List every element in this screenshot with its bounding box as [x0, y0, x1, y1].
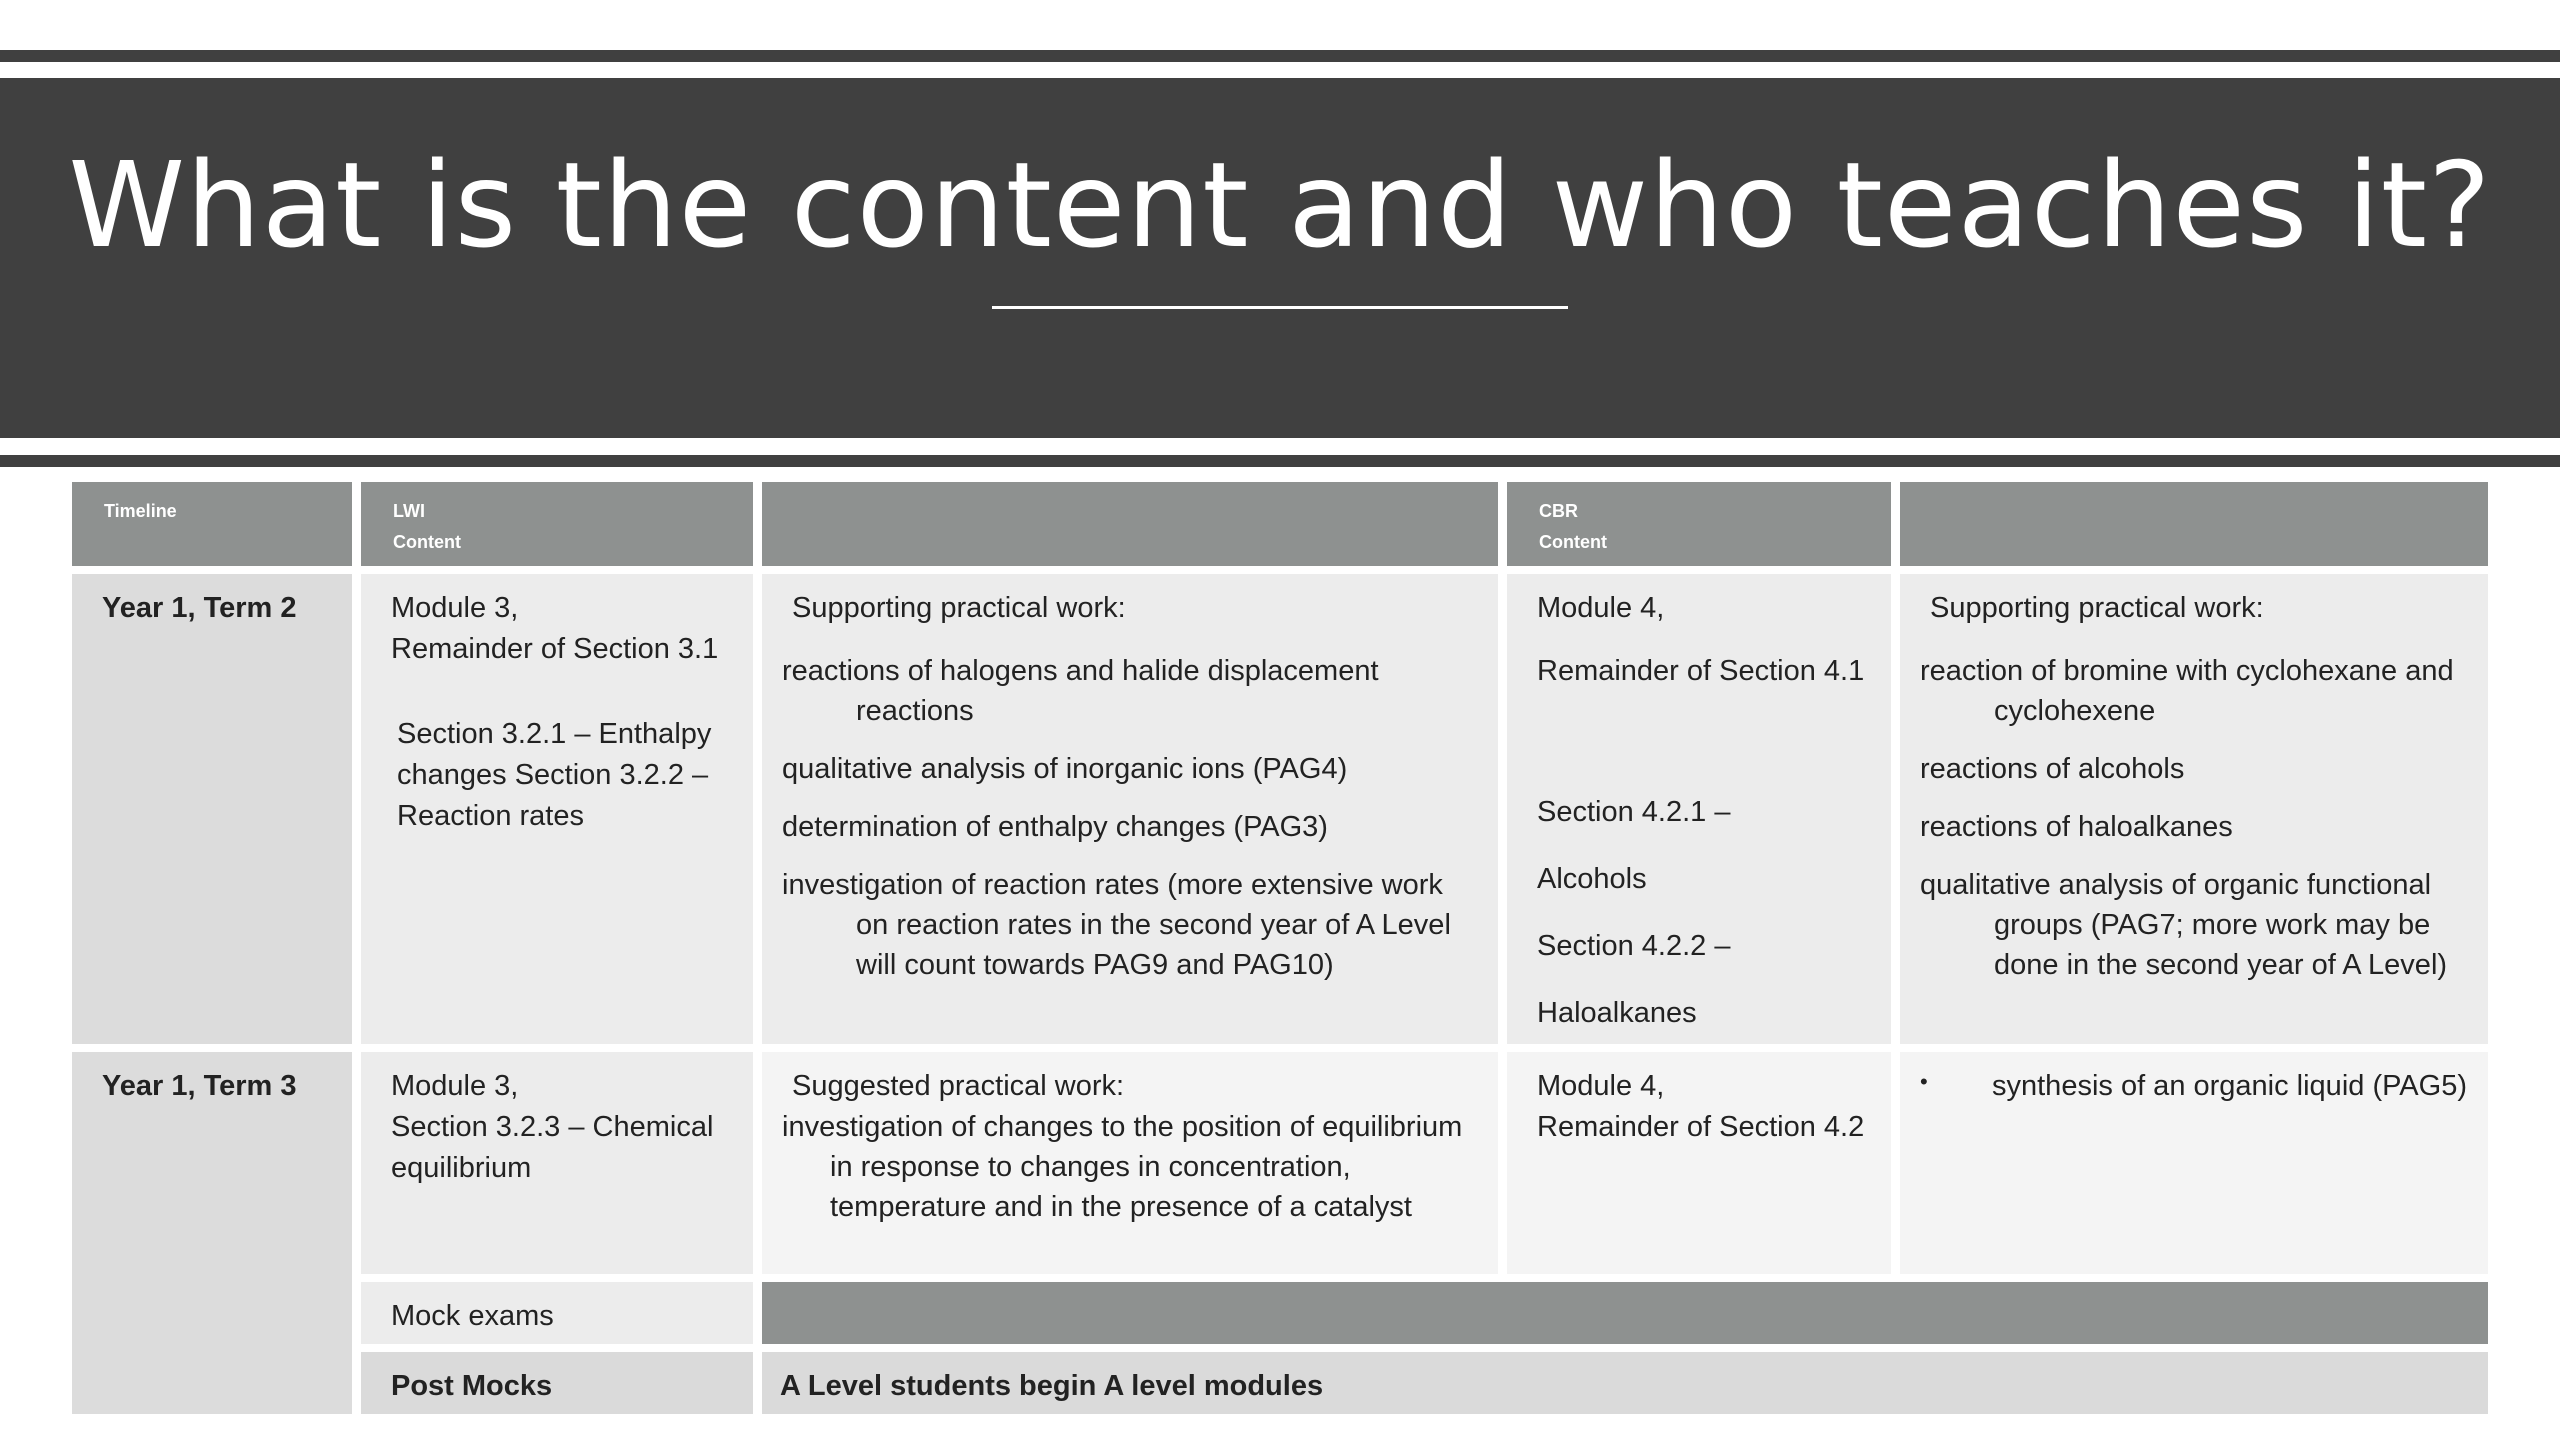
term2-cbr-section: Remainder of Section 4.1 — [1537, 655, 1865, 687]
term2-lwi-module: Module 3, — [391, 592, 519, 624]
term3-cbr-content — [1507, 1052, 1891, 1274]
post-mocks-note: A Level students begin A level modules — [780, 1370, 1324, 1402]
top-rule — [0, 50, 2560, 62]
term3-cbr-section: Remainder of Section 4.2 — [1537, 1111, 1865, 1143]
mock-exams-cell — [361, 1282, 753, 1344]
term2-cbr-practical — [1900, 574, 2488, 1044]
term2-lwi-practical-item: investigation of reaction rates (more extensive work on reaction rates in the second year of A Level will count towards PAG9 and PAG10) — [782, 869, 1451, 981]
term3-cbr-module: Module 4, — [1537, 1070, 1665, 1102]
post-mocks-cell — [361, 1352, 753, 1414]
term2-cbr-haloalkanes: Haloalkanes — [1537, 997, 1697, 1029]
term3-cbr-practical — [1900, 1052, 2488, 1274]
header-lwi-content-label: Content — [393, 532, 461, 552]
term2-lwi-practical-item: qualitative analysis of inorganic ions (PAG4) — [782, 753, 1348, 785]
term3-lwi-section: Section 3.2.3 – Chemical equilibrium — [391, 1111, 714, 1184]
post-mocks-note-cell — [762, 1352, 2488, 1414]
term2-cbr-module: Module 4, — [1537, 592, 1665, 624]
header-timeline-label: Timeline — [104, 501, 177, 521]
term2-cbr-practical-heading: Supporting practical work: — [1930, 592, 2264, 624]
term3-lwi-content — [361, 1052, 753, 1274]
term2-lwi-sections-detail: Section 3.2.1 – Enthalpy changes Section 3.2.2 – Reaction rates — [397, 718, 712, 832]
term3-timeline — [72, 1052, 352, 1414]
term2-timeline-label: Year 1, Term 2 — [102, 592, 297, 624]
term3-cbr-practical-item — [1920, 1066, 2470, 1107]
term3-lwi-practical-heading: Suggested practical work: — [792, 1070, 1125, 1102]
term2-cbr-section-421: Section 4.2.1 – — [1537, 796, 1731, 828]
term2-cbr-practical-item: reactions of alcohols — [1920, 753, 2185, 785]
header-cbr-practical — [1900, 482, 2488, 566]
term2-lwi-content — [361, 574, 753, 1044]
header-cbr-content — [1507, 482, 1891, 566]
title-underline — [992, 306, 1568, 309]
header-lwi-content — [361, 482, 753, 566]
term3-cbr-practical-text: synthesis of an organic liquid (PAG5) — [1992, 1070, 2467, 1102]
term3-lwi-practical-item: investigation of changes to the position of equilibrium in response to changes in concentration, temperature and in the presence of a catalyst — [782, 1111, 1463, 1223]
slide-title: What is the content and who teaches it? — [68, 136, 2492, 274]
term3-timeline-label: Year 1, Term 3 — [102, 1070, 297, 1102]
term2-cbr-practical-item: reaction of bromine with cyclohexane and cyclohexene — [1920, 655, 2454, 727]
term2-cbr-practical-item: reactions of haloalkanes — [1920, 811, 2233, 843]
term3-lwi-module: Module 3, — [391, 1070, 519, 1102]
header-cbr-label: CBR — [1539, 501, 1578, 521]
term2-cbr-section-422: Section 4.2.2 – — [1537, 930, 1731, 962]
term2-lwi-practical — [762, 574, 1498, 1044]
term2-cbr-content — [1507, 574, 1891, 1044]
term2-lwi-practical-heading: Supporting practical work: — [792, 592, 1126, 624]
header-lwi-practical — [762, 482, 1498, 566]
header-lwi-label: LWI — [393, 501, 425, 521]
header-timeline — [72, 482, 352, 566]
term2-lwi-section: Remainder of Section 3.1 — [391, 633, 719, 665]
mock-exams-label: Mock exams — [391, 1300, 554, 1332]
term2-cbr-alcohols: Alcohols — [1537, 863, 1647, 895]
mock-exams-span — [762, 1282, 2488, 1344]
term3-lwi-practical — [762, 1052, 1498, 1274]
term2-lwi-practical-item: determination of enthalpy changes (PAG3) — [782, 811, 1328, 843]
bottom-rule — [0, 455, 2560, 467]
term2-cbr-practical-item: qualitative analysis of organic functional groups (PAG7; more work may be done in the second year of A Level) — [1920, 869, 2448, 981]
post-mocks-label: Post Mocks — [391, 1370, 553, 1402]
term2-lwi-practical-item: reactions of halogens and halide displacement reactions — [782, 655, 1379, 727]
term2-timeline — [72, 574, 352, 1044]
bullet-icon: • — [1920, 1069, 1928, 1094]
header-cbr-content-label: Content — [1539, 532, 1607, 552]
